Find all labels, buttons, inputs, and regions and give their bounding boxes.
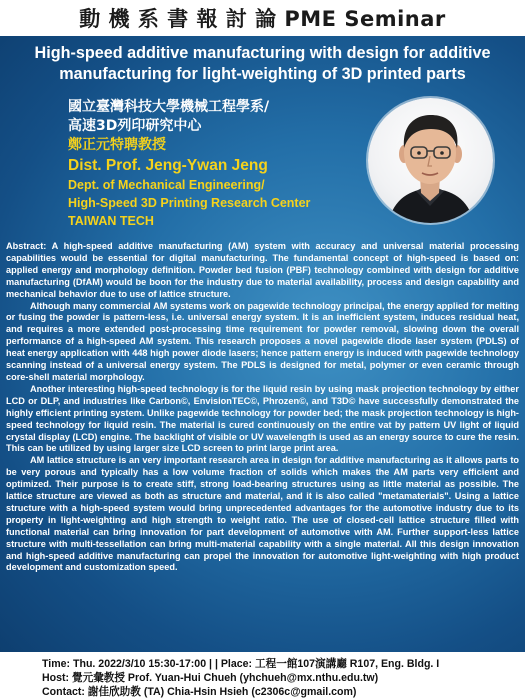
event-details [0,652,525,700]
speaker-affiliation-zh-2: 高速3D列印研究中心 [68,118,202,134]
talk-title [8,43,517,85]
speaker-portrait-photo [368,98,493,223]
page-header [0,0,525,36]
talk-title-line-1: High-speed additive manufacturing with design for additive [34,44,491,62]
abstract-paragraph: AM lattice structure is an very important research area in design for additive manufacturing as it allows parts to be very porous and typically has a low volume fraction of solids which makes the AM parts very efficient and optimized. Their purpose is to create stiff, strong load-bearing structures using as little material as possible. The lattice structure are viewed as both as structure and material, and it is also called "metamaterials". Using a lattice structure with a high-speed system would bring unprecedented advantages for the automotive industry due to its property in light-weighting and high strength to weight ratio. The use of closed-cell lattice structure filled with functional material can bring innovation for part development of automotive with AM. Further support-less lattice structure with multi-tessellation can bring multi-material capability with a single material. All this design innovation and high-speed additive manufacturing can propel the innovation for automotive light-weighting with high product development and customization speed. [6,455,519,573]
speaker-name-en: Dist. Prof. Jeng-Ywan Jeng [68,157,268,174]
speaker-affiliation-zh-1: 國立臺灣科技大學機械工程學系/ [68,99,270,115]
speaker-university: TAIWAN TECH [68,214,154,228]
seminar-title: 動 機 系 書 報 討 論 PME Seminar [79,7,446,31]
event-host: Host: 覺元彙教授 Prof. Yuan-Hui Chueh (yhchueh@mx.nthu.edu.tw) [42,672,379,684]
seminar-poster [0,36,525,652]
speaker-research-center: High-Speed 3D Printing Research Center [68,196,311,210]
abstract-paragraph: Abstract: A high-speed additive manufacturing (AM) system with accuracy and universal material processing capabilities would be essential for digital manufacturing. The fundamental concept of high-speed is based on: applied energy and morphology definition. Powder bed fusion (PBF) technology combined with design for additive manufacturing (DfAM) would be boon for the industry due to material availability, process and design capability and mechanical behavior due to use of lattice structure. [6,241,519,299]
talk-title-line-2: manufacturing for light-weighting of 3D printed parts [59,65,466,83]
event-time-place: Time: Thu. 2022/3/10 15:30-17:00 | | Place: 工程一館107演講廳 R107, Eng. Bldg. I [42,658,440,670]
abstract-paragraph: Although many commercial AM systems work on pagewide technology principal, the energy applied for melting or fusing the powder is pattern-less, i.e. universal energy system. It is an inefficient system, induces residual heat, and requires a more extended post-processing time requirement for powder removal, slowing down the overall performance of a high-speed AM system. This research proposes a novel pagewide diode laser system (PDLS) of heat energy application with 448 high power diode lasers; hence pattern energy is induced with pagewide technology scanning instead of a universal energy system. The PDLS is designed for metal, polymer or even ceramic through core-shell material morphology. [6,300,519,382]
abstract-paragraph: Another interesting high-speed technology is for the liquid resin by using mask projection technology by either LCD or DLP, and industries like Carbon©, EnvisionTEC©, Phrozen©, and T3D© have successfully demonstrated the highly efficient printing system. Unlike pagewide technology for powder bed; the mask projection technology is high-speed technology for liquid resin. The material is cured continuously on the entire vat by pattern UV light of liquid crystal display (LCD) engine. The backlight of visible or UV wavelength is used as an energy source to cure the resin. This can be utilized by using larger size LCD screen to print large print area. [6,383,519,454]
speaker-name-zh: 鄭正元特聘教授 [68,137,166,153]
abstract-text [6,241,519,574]
portrait-icon [368,98,493,223]
speaker-info [68,98,368,230]
speaker-department: Dept. of Mechanical Engineering/ [68,178,265,192]
event-contact: Contact: 謝佳欣助教 (TA) Chia-Hsin Hsieh (c2306c@gmail.com) [42,686,357,698]
